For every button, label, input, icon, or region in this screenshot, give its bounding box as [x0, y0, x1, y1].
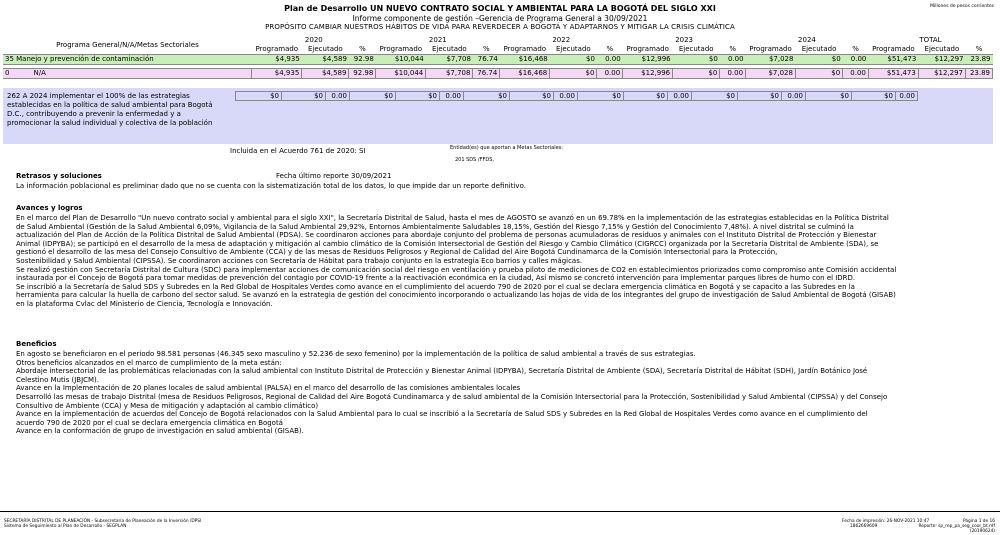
text-line: Celestino Mutis (JBJCM).	[16, 375, 99, 384]
sub-header-programado: Programado	[376, 45, 426, 55]
value-cell: $7,708	[426, 55, 473, 65]
value-cell: $0	[692, 92, 738, 101]
value-cell: 0.00	[597, 69, 623, 79]
value-cell: $0	[795, 55, 842, 65]
text-line: gestionó el desarrollo de las mesa del Consejo Consultivo de Ambiente (CCA) y de las mesas de Residuos Peligrosos y Regional de Calidad del Aire Bogotá Cundinamarca de la Comisión Intersectorial para la Protección,	[16, 248, 778, 257]
value-cell: 23.89	[966, 69, 993, 79]
value-cell: 0.00	[896, 92, 918, 101]
footer-page-number: Página 1 de 16	[963, 519, 995, 524]
value-cell: $16,468	[500, 69, 550, 79]
value-cell: $0	[738, 92, 782, 101]
text-line: Otros beneficios alcanzados en el marco de cumplimiento de la meta están:	[16, 358, 282, 367]
value-cell: 0.00	[720, 55, 746, 65]
value-cell: $51,473	[868, 55, 918, 65]
meta-description: 262 A 2024 implementar el 100% de las estrategias establecidas en la política de salud ambiental para Bogotá D.C., contribuyendo a prevenir la enfermedad y a promocionar la salud individual y colectiva de la población	[7, 92, 213, 127]
text-line: Sostenibilidad y Salud Ambiental (CIPSSA). Se coordinaron acciones con Secretaría de Hábitat para trabajo conjunto en la estrategia Eco barrios y calles mágicas.	[16, 256, 583, 265]
value-cell: 76.74	[473, 69, 500, 79]
avances-body	[16, 214, 996, 309]
text-line: instaurada por el Concejo de Bogotá para tomar medidas de prevención del contagio por COVID-19 frente a la reactivación económica en la ciudad, Así mismo se concretó intervención para implementar parques libres de humo con el IDRD.	[16, 274, 856, 283]
retrasos-title: Retrasos y soluciones	[16, 172, 102, 180]
value-cell: $0	[795, 69, 842, 79]
value-cell: $0	[624, 92, 668, 101]
meta-block	[3, 88, 993, 144]
value-cell: 23.89	[966, 55, 993, 65]
text-line: Se realizó gestión con Secretaría Distrital de Cultura (SDC) para implementar acciones de comunicación social del riesgo en ventilación y prueba piloto de mediciones de CO2 en establecimientos priorizados como compromiso ante Comisión accidental	[16, 265, 897, 274]
program-row-35	[3, 55, 993, 65]
text-line: Desarrolló las mesas de trabajo Distrital (mesa de Residuos Peligrosos, Regional de Calidad del Aire Bogotá Cundinamarca y de salud ambiental de la Comisión Intersectorial para la Protección, Sostenibilidad y Salud Ambiental (CIPSSA) y del Consejo	[16, 392, 888, 401]
value-cell: $0	[673, 55, 720, 65]
value-cell: $0	[550, 55, 597, 65]
text-line: En el marco del Plan de Desarrollo "Un nuevo contrato social y ambiental para el siglo XXI", la Secretaría Distrital de Salud, hasta el mes de AGOSTO se avanzó en un 69.78% en la implementación de las estrategias establecidas en la Política Distrital	[16, 214, 889, 222]
value-cell: 92.98	[349, 69, 376, 79]
footer-print-date: Fecha de impresión: 26-NOV-2021 10:47	[842, 519, 930, 524]
value-cell: 0.00	[554, 92, 578, 101]
sub-header-pct: %	[720, 45, 746, 55]
beneficios-title: Beneficios	[16, 340, 57, 348]
value-cell: $7,028	[746, 55, 796, 65]
sub-header-ejecutado: Ejecutado	[795, 45, 842, 55]
text-line: Avance en la implementación de acuerdos del Concejo de Bogotá relacionados con la Salud Ambiental para lo cual se inscribió a la Secretaría de Salud SDS y Subredes en la Red Global de Hospitales Verdes como avance en el cumplimiento del	[16, 410, 868, 419]
value-cell: $16,468	[500, 55, 550, 65]
value-cell: 76.74	[473, 55, 500, 65]
program-label: 35 Manejo y prevención de contaminación	[3, 55, 252, 65]
value-cell: 0.00	[782, 92, 806, 101]
entities-value: 201 SDS /FFDS,	[455, 157, 494, 163]
na-text: N/A	[33, 69, 46, 77]
avances-title: Avances y logros	[16, 204, 83, 212]
value-cell: $7,708	[426, 69, 473, 79]
footer-org: SECRETARÍA DISTRITAL DE PLANEACIÓN - Subsecretaría de Planeación de la Inversión /DPSI	[4, 519, 202, 524]
meta-values-row	[236, 92, 918, 101]
value-cell: $0	[282, 92, 326, 101]
text-line: herramienta para calcular la huella de carbono del sector salud. Se avanzó en la estrategia de gestión del conocimiento incorporando o actualizando las hojas de vida de los integrantes del grupo de investigación de Salud Ambiental de Bogotá (GISAB)	[16, 291, 896, 300]
budget-table	[3, 36, 993, 79]
value-cell: $12,996	[623, 55, 673, 65]
value-cell: $12,996	[623, 69, 673, 79]
sub-header-programado: Programado	[500, 45, 550, 55]
retrasos-text: La información poblacional es preliminar dado que no se cuenta con la sistematización total de los datos, lo que impide dar un reporte definitivo.	[16, 182, 526, 190]
text-line: actualización del Plan de Acción de la Política Distrital de Salud Ambiental (PDSA). Se coordinaron acciones para abordaje conjunto del problema de personas acumuladoras de residuos y animales con el Instituto Distrital de Protección y Bienestar	[16, 231, 877, 240]
year-header: 2023	[623, 36, 746, 45]
meta-values-table	[235, 91, 918, 101]
beneficios-body	[16, 350, 996, 436]
first-col-header: Programa General/N/A/Metas Sectoriales	[3, 36, 252, 55]
na-row	[3, 69, 993, 79]
sub-header-ejecutado: Ejecutado	[673, 45, 720, 55]
sub-header-pct: %	[349, 45, 376, 55]
sub-header-pct: %	[597, 45, 623, 55]
year-header: TOTAL	[868, 36, 992, 45]
text-line: acuerdo 790 de 2020 por el cual se declara emergencia climática en Bogotá	[16, 418, 283, 427]
value-cell: $12,297	[918, 69, 965, 79]
value-cell: $0	[852, 92, 896, 101]
value-cell: $0	[550, 69, 597, 79]
sub-header-programado: Programado	[623, 45, 673, 55]
agreement-label: Incluida en el Acuerdo 761 de 2020: SI	[230, 147, 366, 155]
sub-header-ejecutado: Ejecutado	[426, 45, 473, 55]
value-cell: $0	[578, 92, 624, 101]
footer-system: Sistema de Seguimiento al Plan de Desarrollo - SEGPLAN	[4, 524, 127, 529]
value-cell: $10,044	[376, 55, 426, 65]
footer-print-id: 1862669609	[850, 524, 878, 529]
year-header: 2020	[252, 36, 376, 45]
year-header-row	[3, 36, 993, 45]
sub-header-programado: Programado	[252, 45, 302, 55]
value-cell: 0.00	[668, 92, 692, 101]
report-subtitle: Informe componente de gestión –Gerencia de Programa General a 30/09/2021	[352, 14, 648, 23]
text-line: Avance en la Implementación de 20 planes locales de salud ambiental (PALSA) en el marco del desarrollo de las comisiones ambientales locales	[16, 384, 521, 393]
value-cell: 0.00	[843, 69, 869, 79]
value-cell: $0	[350, 92, 396, 101]
value-cell: $0	[236, 92, 282, 101]
na-code: 0	[5, 69, 10, 77]
year-header: 2021	[376, 36, 500, 45]
value-cell: $0	[806, 92, 852, 101]
value-cell: $0	[464, 92, 510, 101]
value-cell: 0.00	[720, 69, 746, 79]
sub-header-pct: %	[843, 45, 869, 55]
retrasos-date: Fecha último reporte 30/09/2021	[276, 172, 392, 180]
value-cell: $0	[396, 92, 440, 101]
value-cell: $0	[673, 69, 720, 79]
value-cell: $4,589	[302, 55, 349, 65]
value-cell: $12,297	[918, 55, 965, 65]
value-cell: $4,589	[302, 69, 349, 79]
text-line: En agosto se beneficiaron en el periodo 98.581 personas (46.345 sexo masculino y 52.236 de sexo femenino) por la implementación de la política de salud ambiental a través de sus estrategias.	[16, 350, 696, 358]
footer-divider	[0, 511, 1000, 512]
units-label: Millones de pesos corrientes	[930, 4, 994, 9]
footer-left	[4, 519, 201, 529]
footer-report: Reporte: sp_rep_pa_seg_coor_bt.rdf (20190624)	[918, 524, 995, 534]
year-header: 2024	[746, 36, 869, 45]
value-cell: 0.00	[597, 55, 623, 65]
na-label	[3, 69, 252, 79]
purpose-line: PROPÓSITO CAMBIAR NUESTROS HÁBITOS DE VIDA PARA REVERDECER A BOGOTÁ Y ADAPTARNOS Y MITIGAR LA CRISIS CLIMÁTICA	[265, 23, 735, 31]
value-cell: $4,935	[252, 55, 302, 65]
value-cell: $51,473	[868, 69, 918, 79]
text-line: de Salud Ambiental (Gestión de la Salud Ambiental 6,09%, Vigilancia de la Salud Ambiental 29,92%, Entornos Ambientalmente Saludables 18,15%, Gestión del Riesgo 7,15% y Gestión del Conocimiento 7,48%). A nivel distrital se culminó la	[16, 222, 854, 231]
sub-header-programado: Programado	[868, 45, 918, 55]
text-line: Abordaje intersectorial de las problemáticas relacionadas con la salud ambiental con Instituto Distrital de Protección y Bienestar Animal (IDPYBA), Secretaría Distrital de Ambiente (SDA), Secretaría Distrital de Hábitat (SDH), Jardín Botánico José	[16, 367, 868, 376]
sub-header-pct: %	[966, 45, 993, 55]
value-cell: $0	[510, 92, 554, 101]
value-cell: $4,935	[252, 69, 302, 79]
text-line: Se inscribió a la Secretaría de Salud SDS y Subredes en la Red Global de Hospitales Verdes como avance en el cumplimiento del acuerdo 790 de 2020 por el cual se declara emergencia climática en Bogotá y se capacito a las Subredes en la	[16, 282, 855, 291]
footer-page	[905, 519, 995, 534]
sub-header-ejecutado: Ejecutado	[918, 45, 965, 55]
value-cell: 0.00	[326, 92, 350, 101]
sub-header-ejecutado: Ejecutado	[550, 45, 597, 55]
value-cell: 0.00	[843, 55, 869, 65]
value-cell: 0.00	[440, 92, 464, 101]
text-line: en la plataforma Cvlac del Ministerio de Ciencia, Tecnología e Innovación.	[16, 299, 273, 308]
text-line: Animal (IDPYBA); se participó en el desarrollo de la mesa de adaptación y mitigación al cambio climático de la Comisión Intersectorial de Gestión del Riesgo y Cambio Climático (CIGRCC) organizada por la Secretaría Distrital de Ambiente (SDA), se	[16, 239, 879, 248]
sub-header-programado: Programado	[746, 45, 796, 55]
value-cell: $10,044	[376, 69, 426, 79]
sub-header-pct: %	[473, 45, 500, 55]
sub-header-ejecutado: Ejecutado	[302, 45, 349, 55]
report-title: Plan de Desarrollo UN NUEVO CONTRATO SOCIAL Y AMBIENTAL PARA LA BOGOTÁ DEL SIGLO XXI	[284, 4, 716, 13]
entities-label: Entidad(es) que aportan a Metas Sectoriales:	[450, 145, 563, 151]
text-line: Consultivo de Ambiente (CCA) y Mesa de mitigación y adaptación al cambio climático)	[16, 401, 319, 410]
value-cell: 92.98	[349, 55, 376, 65]
value-cell: $7,028	[746, 69, 796, 79]
year-header: 2022	[500, 36, 623, 45]
text-line: Avance en la conformación de grupo de investigación en salud ambiental (GISAB).	[16, 427, 304, 436]
